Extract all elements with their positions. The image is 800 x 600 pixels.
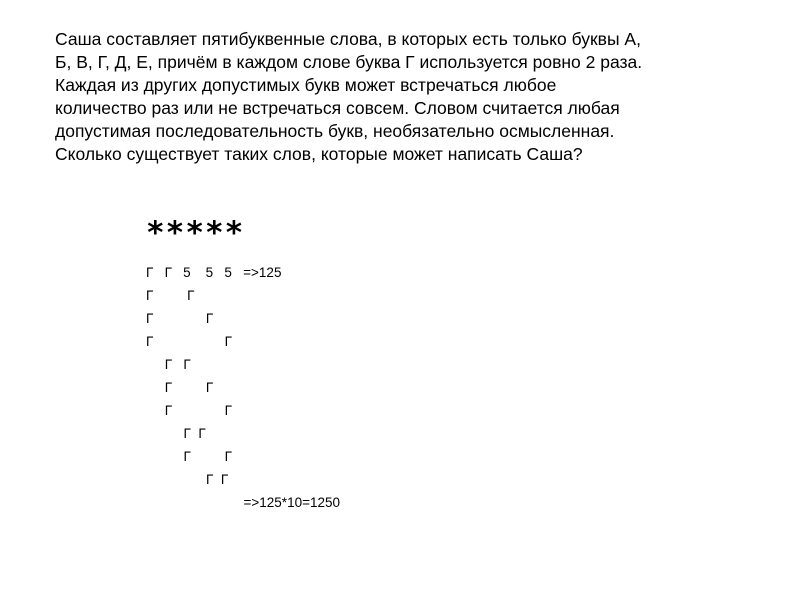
solution-row: Г Г 5 5 5 =>125	[146, 265, 282, 280]
problem-statement	[55, 28, 745, 166]
problem-line: количество раз или не встречаться совсем. Словом считается любая	[55, 98, 620, 118]
solution-row: Г Г	[146, 357, 191, 372]
problem-line: Каждая из других допустимых букв может встречаться любое	[55, 75, 557, 95]
solution-row: Г Г	[146, 334, 232, 349]
solution-row: Г Г	[146, 311, 214, 326]
solution-row: Г Г	[146, 449, 232, 464]
problem-line: допустимая последовательность букв, необязательно осмысленная.	[55, 121, 615, 141]
solution-result: =>125*10=1250	[146, 495, 340, 510]
solution-row: Г Г	[146, 380, 214, 395]
problem-line: Сколько существует таких слов, которые может написать Саша?	[55, 144, 583, 164]
problem-line: Б, В, Г, Д, Е, причём в каждом слове буква Г используется ровно 2 раза.	[55, 52, 643, 72]
solution-row: Г Г	[146, 426, 206, 441]
solution-row: Г Г	[146, 403, 232, 418]
solution-row: Г Г	[146, 288, 195, 303]
solution-row: Г Г	[146, 472, 229, 487]
problem-line: Саша составляет пятибуквенные слова, в которых есть только буквы А,	[55, 29, 641, 49]
stars-header: *****	[146, 215, 245, 251]
